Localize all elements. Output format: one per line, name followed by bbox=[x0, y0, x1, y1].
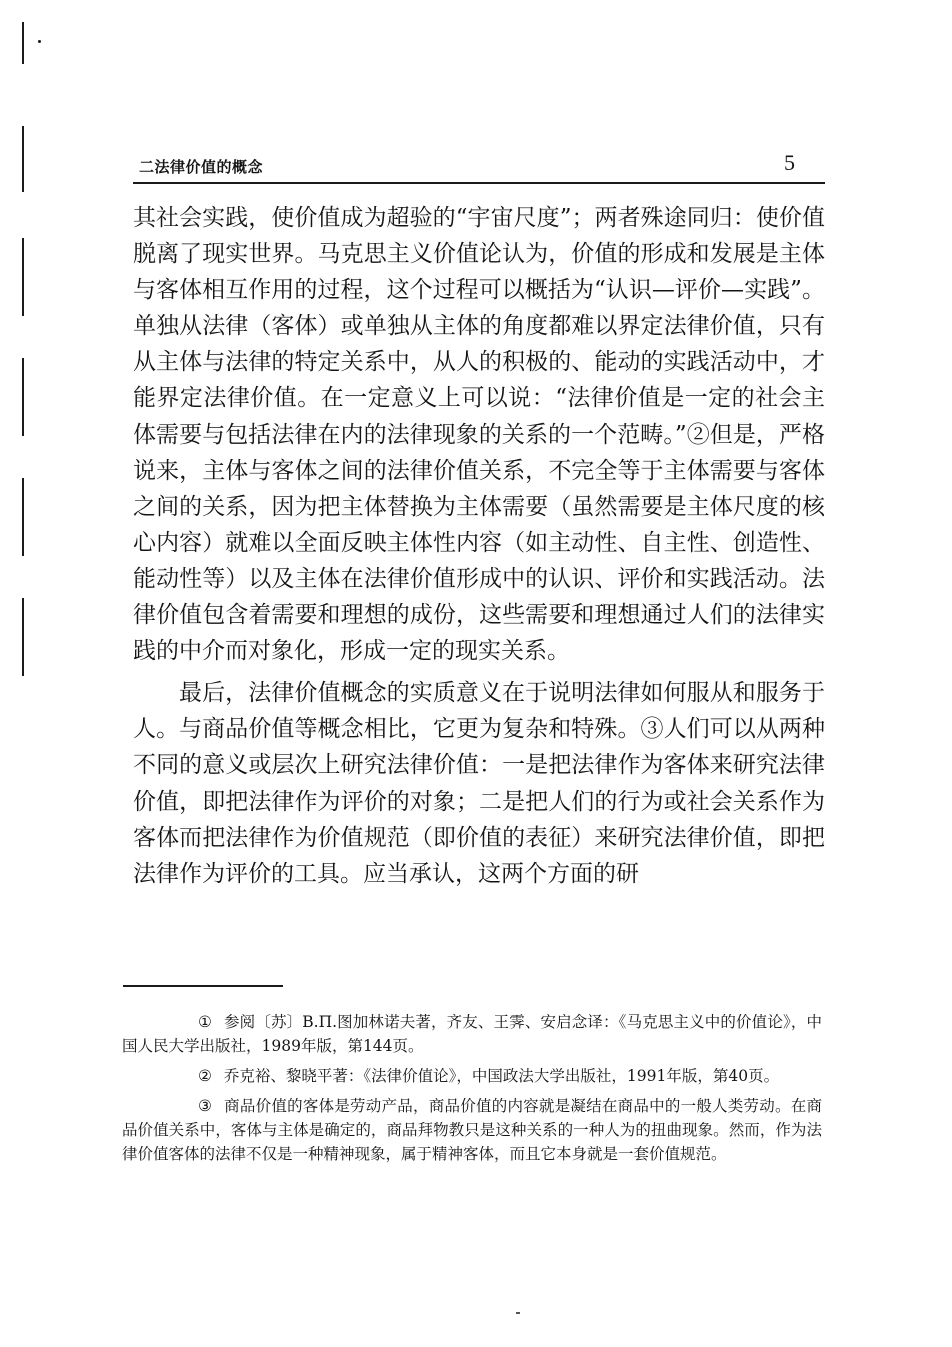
footnote-marker: ② bbox=[198, 1067, 212, 1085]
margin-mark bbox=[22, 22, 24, 64]
footnote-text: 参阅〔苏〕B.П.图加林诺夫著，齐友、王霁、安启念译：《马克思主义中的价值论》，中国人民大学出版社，1989年版，第144页。 bbox=[122, 1013, 822, 1055]
running-head: 二法律价值的概念 bbox=[139, 158, 264, 176]
footnotes bbox=[122, 1010, 822, 1172]
paragraph-continued: 其社会实践，使价值成为超验的“宇宙尺度”；两者殊途同归：使价值脱离了现实世界。马克思主义价值论认为，价值的形成和发展是主体与客体相互作用的过程，这个过程可以概括为“认识—评价—实践”。单独从法律（客体）或单独从主体的角度都难以界定法律价值，只有从主体与法律的特定关系中，从人的积极的、能动的实践活动中，才能界定法律价值。在一定意义上可以说：“法律价值是一定的社会主体需要与包括法律在内的法律现象的关系的一个范畴。”②但是，严格说来，主体与客体之间的法律价值关系，不完全等于主体需要与客体之间的关系，因为把主体替换为主体需要（虽然需要是主体尺度的核心内容）就难以全面反映主体性内容（如主动性、自主性、创造性、能动性等）以及主体在法律价值形成中的认识、评价和实践活动。法律价值包含着需要和理想的成份，这些需要和理想通过人们的法律实践的中介而对象化，形成一定的现实关系。 bbox=[133, 205, 825, 665]
footnote-marker: ③ bbox=[198, 1097, 212, 1115]
margin-mark bbox=[22, 358, 24, 436]
scan-speck bbox=[516, 1312, 520, 1314]
margin-mark bbox=[22, 478, 24, 556]
margin-mark bbox=[22, 238, 24, 316]
body-text bbox=[133, 200, 825, 892]
footnote bbox=[122, 1010, 822, 1058]
margin-dot bbox=[38, 40, 41, 43]
page-header bbox=[133, 150, 825, 184]
footnote-text: 商品价值的客体是劳动产品，商品价值的内容就是凝结在商品中的一般人类劳动。在商品价值关系中，客体与主体是确定的，商品拜物教只是这种关系的一种人为的扭曲现象。然而，作为法律价值客体的法律不仅是一种精神现象，属于精神客体，而且它本身就是一套价值规范。 bbox=[122, 1097, 822, 1163]
page-number: 5 bbox=[784, 150, 795, 175]
margin-mark bbox=[22, 126, 24, 192]
footnote-marker: ① bbox=[198, 1013, 212, 1031]
footnote bbox=[122, 1064, 822, 1088]
paragraph: 最后，法律价值概念的实质意义在于说明法律如何服从和服务于人。与商品价值等概念相比，它更为复杂和特殊。③人们可以从两种不同的意义或层次上研究法律价值：一是把法律作为客体来研究法律价值，即把法律作为评价的对象；二是把人们的行为或社会关系作为客体而把法律作为价值规范（即价值的表征）来研究法律价值，即把法律作为评价的工具。应当承认，这两个方面的研 bbox=[133, 680, 825, 887]
footnote-text: 乔克裕、黎晓平著：《法律价值论》，中国政法大学出版社，1991年版，第40页。 bbox=[223, 1067, 780, 1085]
footnote-rule bbox=[123, 985, 283, 987]
footnote bbox=[122, 1094, 822, 1166]
margin-mark bbox=[22, 598, 24, 676]
